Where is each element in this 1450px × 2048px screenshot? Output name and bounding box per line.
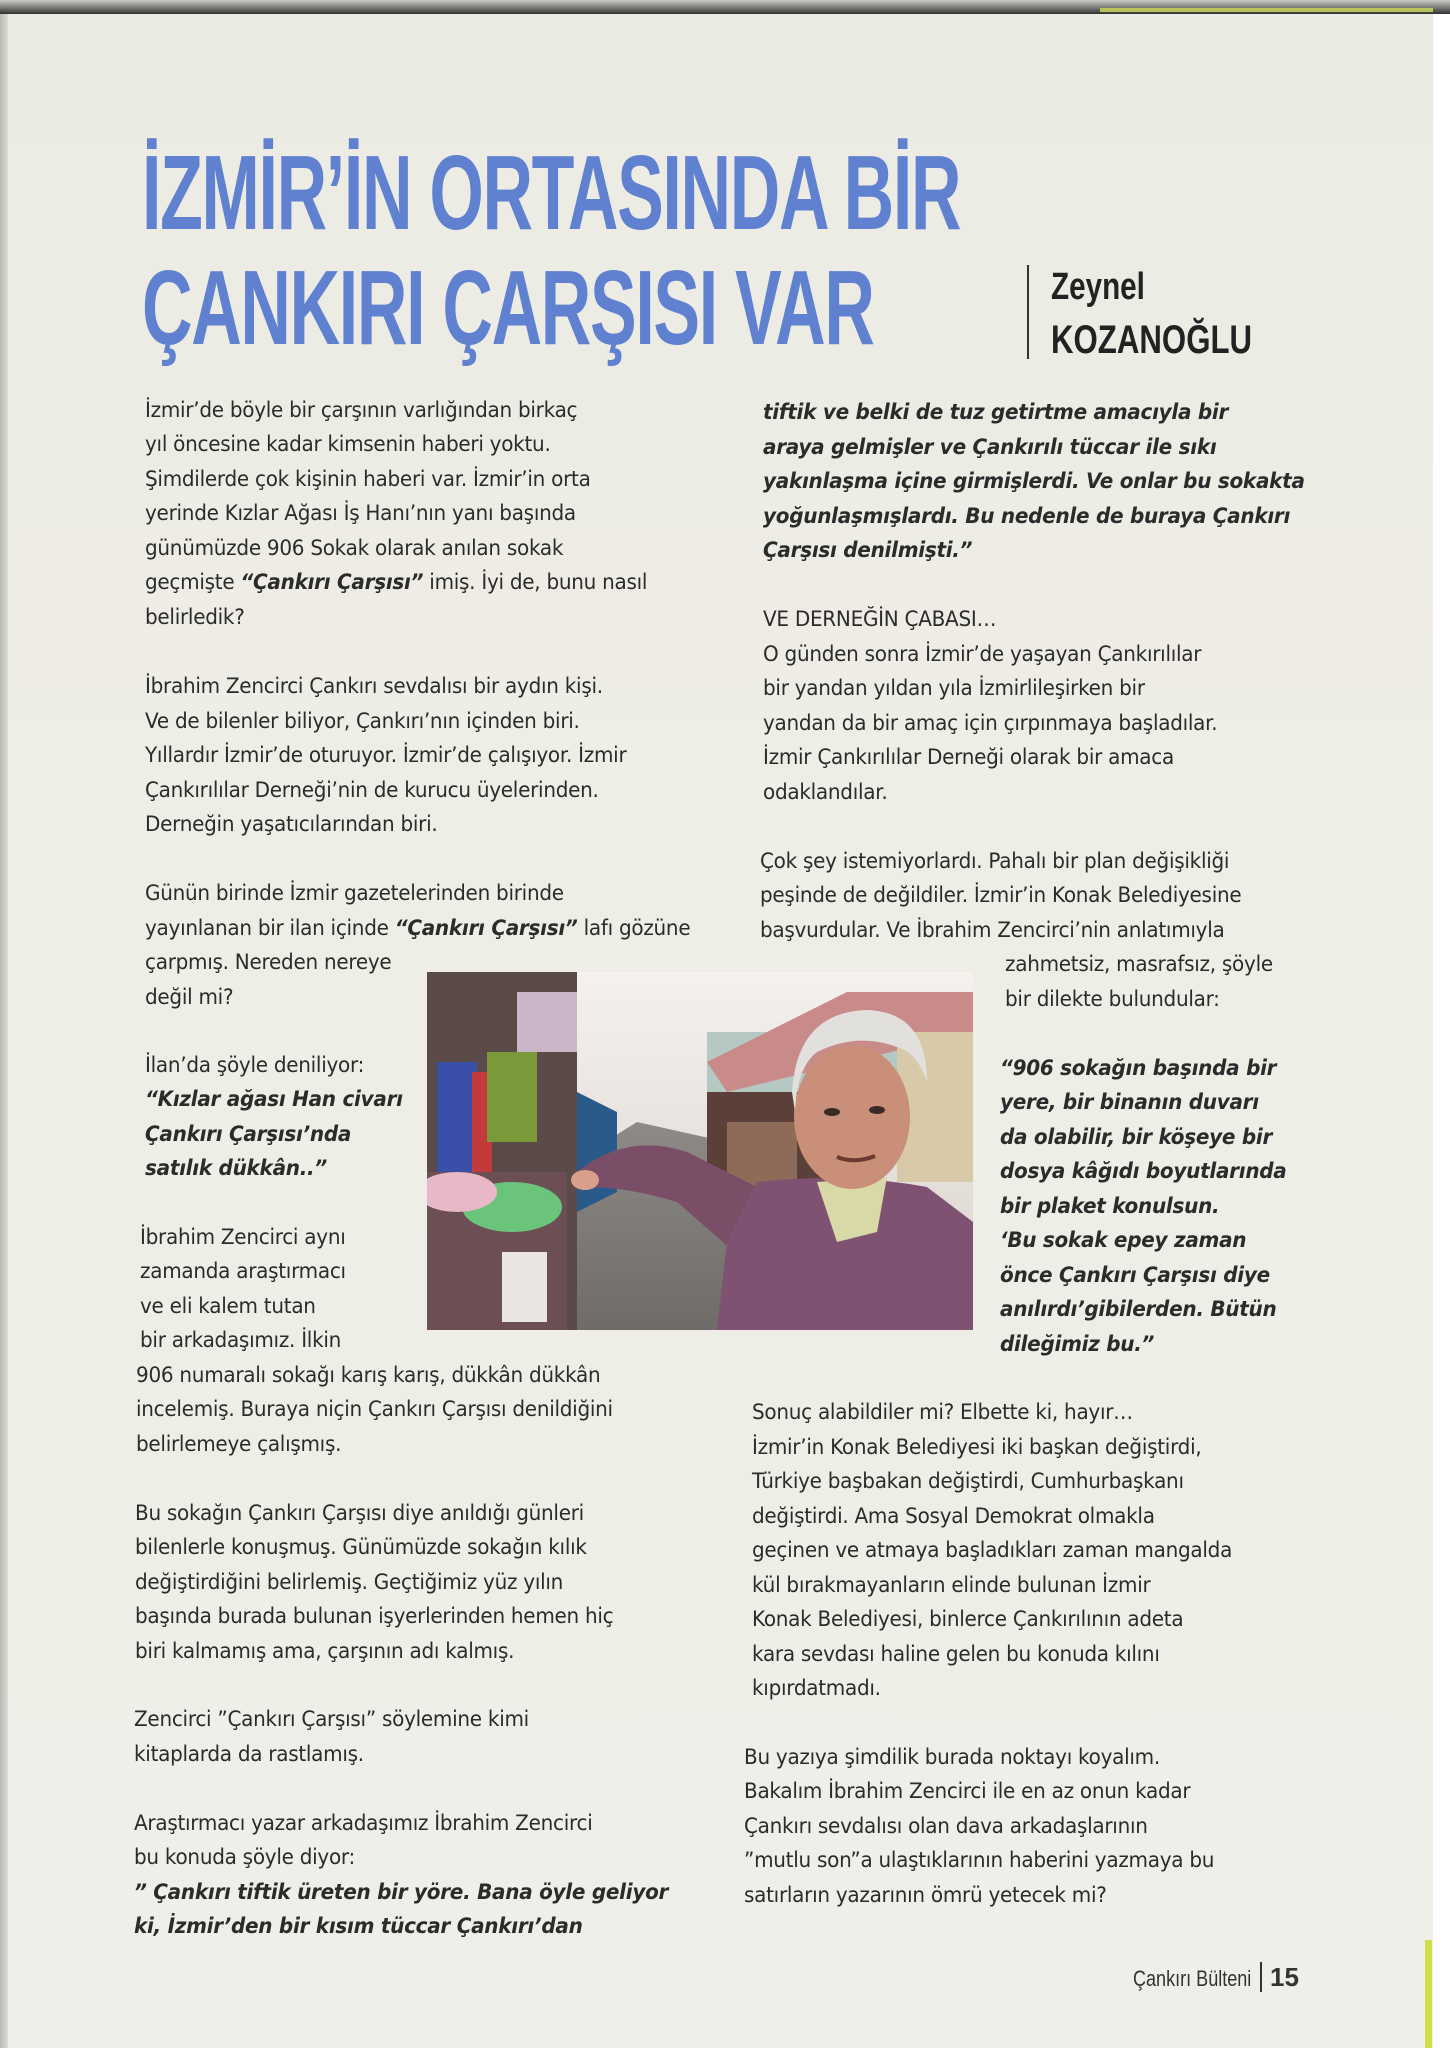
- text-line: satırların yazarının ömrü yetecek mi?: [744, 1883, 1107, 1908]
- text-line: geçinen ve atmaya başladıkları zaman mangalda: [752, 1538, 1233, 1563]
- quote-line: bir plaket konulsun.: [1000, 1194, 1220, 1219]
- text-line: zamanda araştırmacı: [140, 1259, 346, 1284]
- author-first-name: Zeynel: [1051, 266, 1145, 308]
- section-heading: VE DERNEĞİN ÇABASI…: [763, 607, 997, 632]
- top-accent-stripe: [1100, 8, 1433, 12]
- text-line: ve eli kalem tutan: [140, 1294, 316, 1319]
- text-line: bilenlerle konuşmuş. Günümüzde sokağın kılık: [135, 1535, 587, 1560]
- text-line: Bu yazıya şimdilik burada noktayı koyalım.: [744, 1745, 1160, 1770]
- text-line: başında burada bulunan işyerlerinden hemen hiç: [135, 1604, 614, 1629]
- article-photo: [427, 972, 973, 1330]
- quote-line: Çarşısı denilmişti.”: [763, 538, 973, 563]
- text-line: Türkiye başbakan değiştirdi, Cumhurbaşkanı: [752, 1469, 1184, 1494]
- quote-line: anılırdı’gibilerden. Bütün: [1000, 1297, 1277, 1322]
- quote-line: dosya kâğıdı boyutlarında: [1000, 1159, 1287, 1184]
- text-line: kara sevdası haline gelen bu konuda kılını: [752, 1642, 1160, 1667]
- quote-line: tiftik ve belki de tuz getirtme amacıyla bir: [763, 400, 1229, 425]
- text-line: İzmir’de böyle bir çarşının varlığından birkaç: [145, 398, 578, 423]
- text-run: geçmişte: [145, 570, 241, 595]
- text-line: yerinde Kızlar Ağası İş Hanı’nın yanı başında: [145, 501, 576, 526]
- text-line: O günden sonra İzmir’de yaşayan Çankırılılar: [763, 642, 1202, 667]
- text-line: değiştirdiğini belirlemiş. Geçtiğimiz yüz yılın: [135, 1570, 564, 1595]
- text-line: Çankırılılar Derneği’nin de kurucu üyelerinden.: [145, 778, 599, 803]
- text-line: çarpmış. Nereden nereye: [145, 950, 392, 975]
- text-line: kül bırakmayanların elinde bulunan İzmir: [752, 1573, 1151, 1598]
- emphasis-text: “Çankırı Çarşısı”: [240, 570, 424, 595]
- text-line: Derneğin yaşatıcılarından biri.: [145, 812, 438, 837]
- author-divider: [1027, 265, 1029, 359]
- text-line: Çok şey istemiyorlardı. Pahalı bir plan değişikliği: [760, 849, 1230, 874]
- text-run: lafı gözüne: [577, 916, 691, 941]
- quote-line: ki, İzmir’den bir kısım tüccar Çankırı’dan: [134, 1914, 583, 1939]
- text-line: Araştırmacı yazar arkadaşımız İbrahim Zencirci: [134, 1811, 593, 1836]
- text-line: Ve de bilenler biliyor, Çankırı’nın içinden biri.: [145, 709, 580, 734]
- text-line: bir arkadaşımız. İlkin: [140, 1328, 342, 1353]
- quote-line: yoğunlaşmışlardı. Bu nedenle de buraya Çankırı: [763, 504, 1291, 529]
- text-line: Şimdilerde çok kişinin haberi var. İzmir’in orta: [145, 467, 591, 492]
- text-line: odaklandılar.: [763, 780, 888, 805]
- text-line: 906 numaralı sokağı karış karış, dükkân dükkân: [136, 1363, 601, 1388]
- text-line: günümüzde 906 Sokak olarak anılan sokak: [145, 536, 564, 561]
- text-line: [145, 572, 647, 594]
- page-left-edge: [0, 14, 8, 2048]
- text-line: Sonuç alabildiler mi? Elbette ki, hayır…: [752, 1400, 1133, 1425]
- quote-line: araya gelmişler ve Çankırılı tüccar ile sıkı: [763, 435, 1217, 460]
- text-line: İbrahim Zencirci aynı: [140, 1225, 346, 1250]
- text-line: değiştirdi. Ama Sosyal Demokrat olmakla: [752, 1504, 1155, 1529]
- quote-line: yere, bir binanın duvarı: [1000, 1090, 1259, 1115]
- publication-name: Çankırı Bülteni: [1133, 1966, 1252, 1991]
- text-line: Konak Belediyesi, binlerce Çankırılının adeta: [752, 1607, 1184, 1632]
- quote-line: da olabilir, bir köşeye bir: [1000, 1125, 1273, 1150]
- article-title-line-2: ÇANKIRI ÇARŞISI VAR: [142, 249, 874, 367]
- text-run: yayınlanan bir ilan içinde: [145, 916, 395, 941]
- text-line: İzmir Çankırılılar Derneği olarak bir amaca: [763, 745, 1174, 770]
- quote-line: önce Çankırı Çarşısı diye: [1000, 1263, 1270, 1288]
- text-line: biri kalmamış ama, çarşının adı kalmış.: [135, 1639, 515, 1664]
- text-line: başvurdular. Ve İbrahim Zencirci’nin anlatımıyla: [760, 918, 1225, 943]
- quote-line: yakınlaşma içine girmişlerdi. Ve onlar bu sokakta: [763, 469, 1305, 494]
- emphasis-text: “Çankırı Çarşısı”: [394, 916, 578, 941]
- text-line: bir yandan yıldan yıla İzmirlileşirken bir: [763, 676, 1145, 701]
- text-line: yıl öncesine kadar kimsenin haberi yoktu.: [145, 432, 551, 457]
- text-line: yandan da bir amaç için çırpınmaya başladılar.: [763, 711, 1218, 736]
- author-last-name: KOZANOĞLU: [1051, 318, 1253, 362]
- quote-line: “Kızlar ağası Han civarı: [145, 1087, 403, 1112]
- text-line: bir dilekte bulundular:: [1005, 987, 1220, 1012]
- quote-line: Çankırı Çarşısı’nda: [145, 1122, 352, 1147]
- text-line: Yıllardır İzmir’de oturuyor. İzmir’de çalışıyor. İzmir: [145, 743, 627, 768]
- text-line: bu konuda şöyle diyor:: [134, 1845, 355, 1870]
- text-line: peşinde de değildiler. İzmir’in Konak Belediyesine: [760, 883, 1242, 908]
- article-title-line-1: İZMİR’İN ORTASINDA BİR: [142, 134, 961, 252]
- text-line: İzmir’in Konak Belediyesi iki başkan değiştirdi,: [752, 1435, 1202, 1460]
- quote-line: ” Çankırı tiftik üreten bir yöre. Bana öyle geliyor: [134, 1880, 669, 1905]
- text-line: Zencirci ”Çankırı Çarşısı” söylemine kimi: [134, 1707, 529, 1732]
- quote-line: “906 sokağın başında bir: [1000, 1056, 1277, 1081]
- photo-street-scene: [427, 972, 973, 1330]
- page-number: 15: [1270, 1962, 1299, 1992]
- text-line: kıpırdatmadı.: [752, 1676, 881, 1701]
- text-line: belirlemeye çalışmış.: [136, 1432, 342, 1457]
- text-line: Çankırı sevdalısı olan dava arkadaşlarının: [744, 1814, 1148, 1839]
- text-line: ”mutlu son”a ulaştıklarının haberini yazmaya bu: [744, 1848, 1215, 1873]
- text-line: belirledik?: [145, 605, 245, 630]
- text-line: İbrahim Zencirci Çankırı sevdalısı bir aydın kişi.: [145, 674, 603, 699]
- right-accent-stripe: [1425, 1940, 1432, 2048]
- text-run: imiş. İyi de, bunu nasıl: [423, 570, 648, 595]
- text-line: Bu sokağın Çankırı Çarşısı diye anıldığı günleri: [135, 1501, 584, 1526]
- quote-line: satılık dükkân..”: [145, 1156, 327, 1181]
- text-line: incelemiş. Buraya niçin Çankırı Çarşısı denildiğini: [136, 1397, 613, 1422]
- quote-line: dileğimiz bu.”: [1000, 1332, 1155, 1357]
- text-line: [145, 918, 690, 940]
- text-line: değil mi?: [145, 985, 234, 1010]
- footer-divider: [1260, 1962, 1262, 1992]
- text-line: Bakalım İbrahim Zencirci ile en az onun kadar: [744, 1779, 1191, 1804]
- text-line: zahmetsiz, masrafsız, şöyle: [1005, 952, 1273, 977]
- text-line: kitaplarda da rastlamış.: [134, 1742, 364, 1767]
- text-line: İlan’da şöyle deniliyor:: [145, 1053, 365, 1078]
- text-line: Günün birinde İzmir gazetelerinden birinde: [145, 881, 564, 906]
- quote-line: ‘Bu sokak epey zaman: [1000, 1228, 1247, 1253]
